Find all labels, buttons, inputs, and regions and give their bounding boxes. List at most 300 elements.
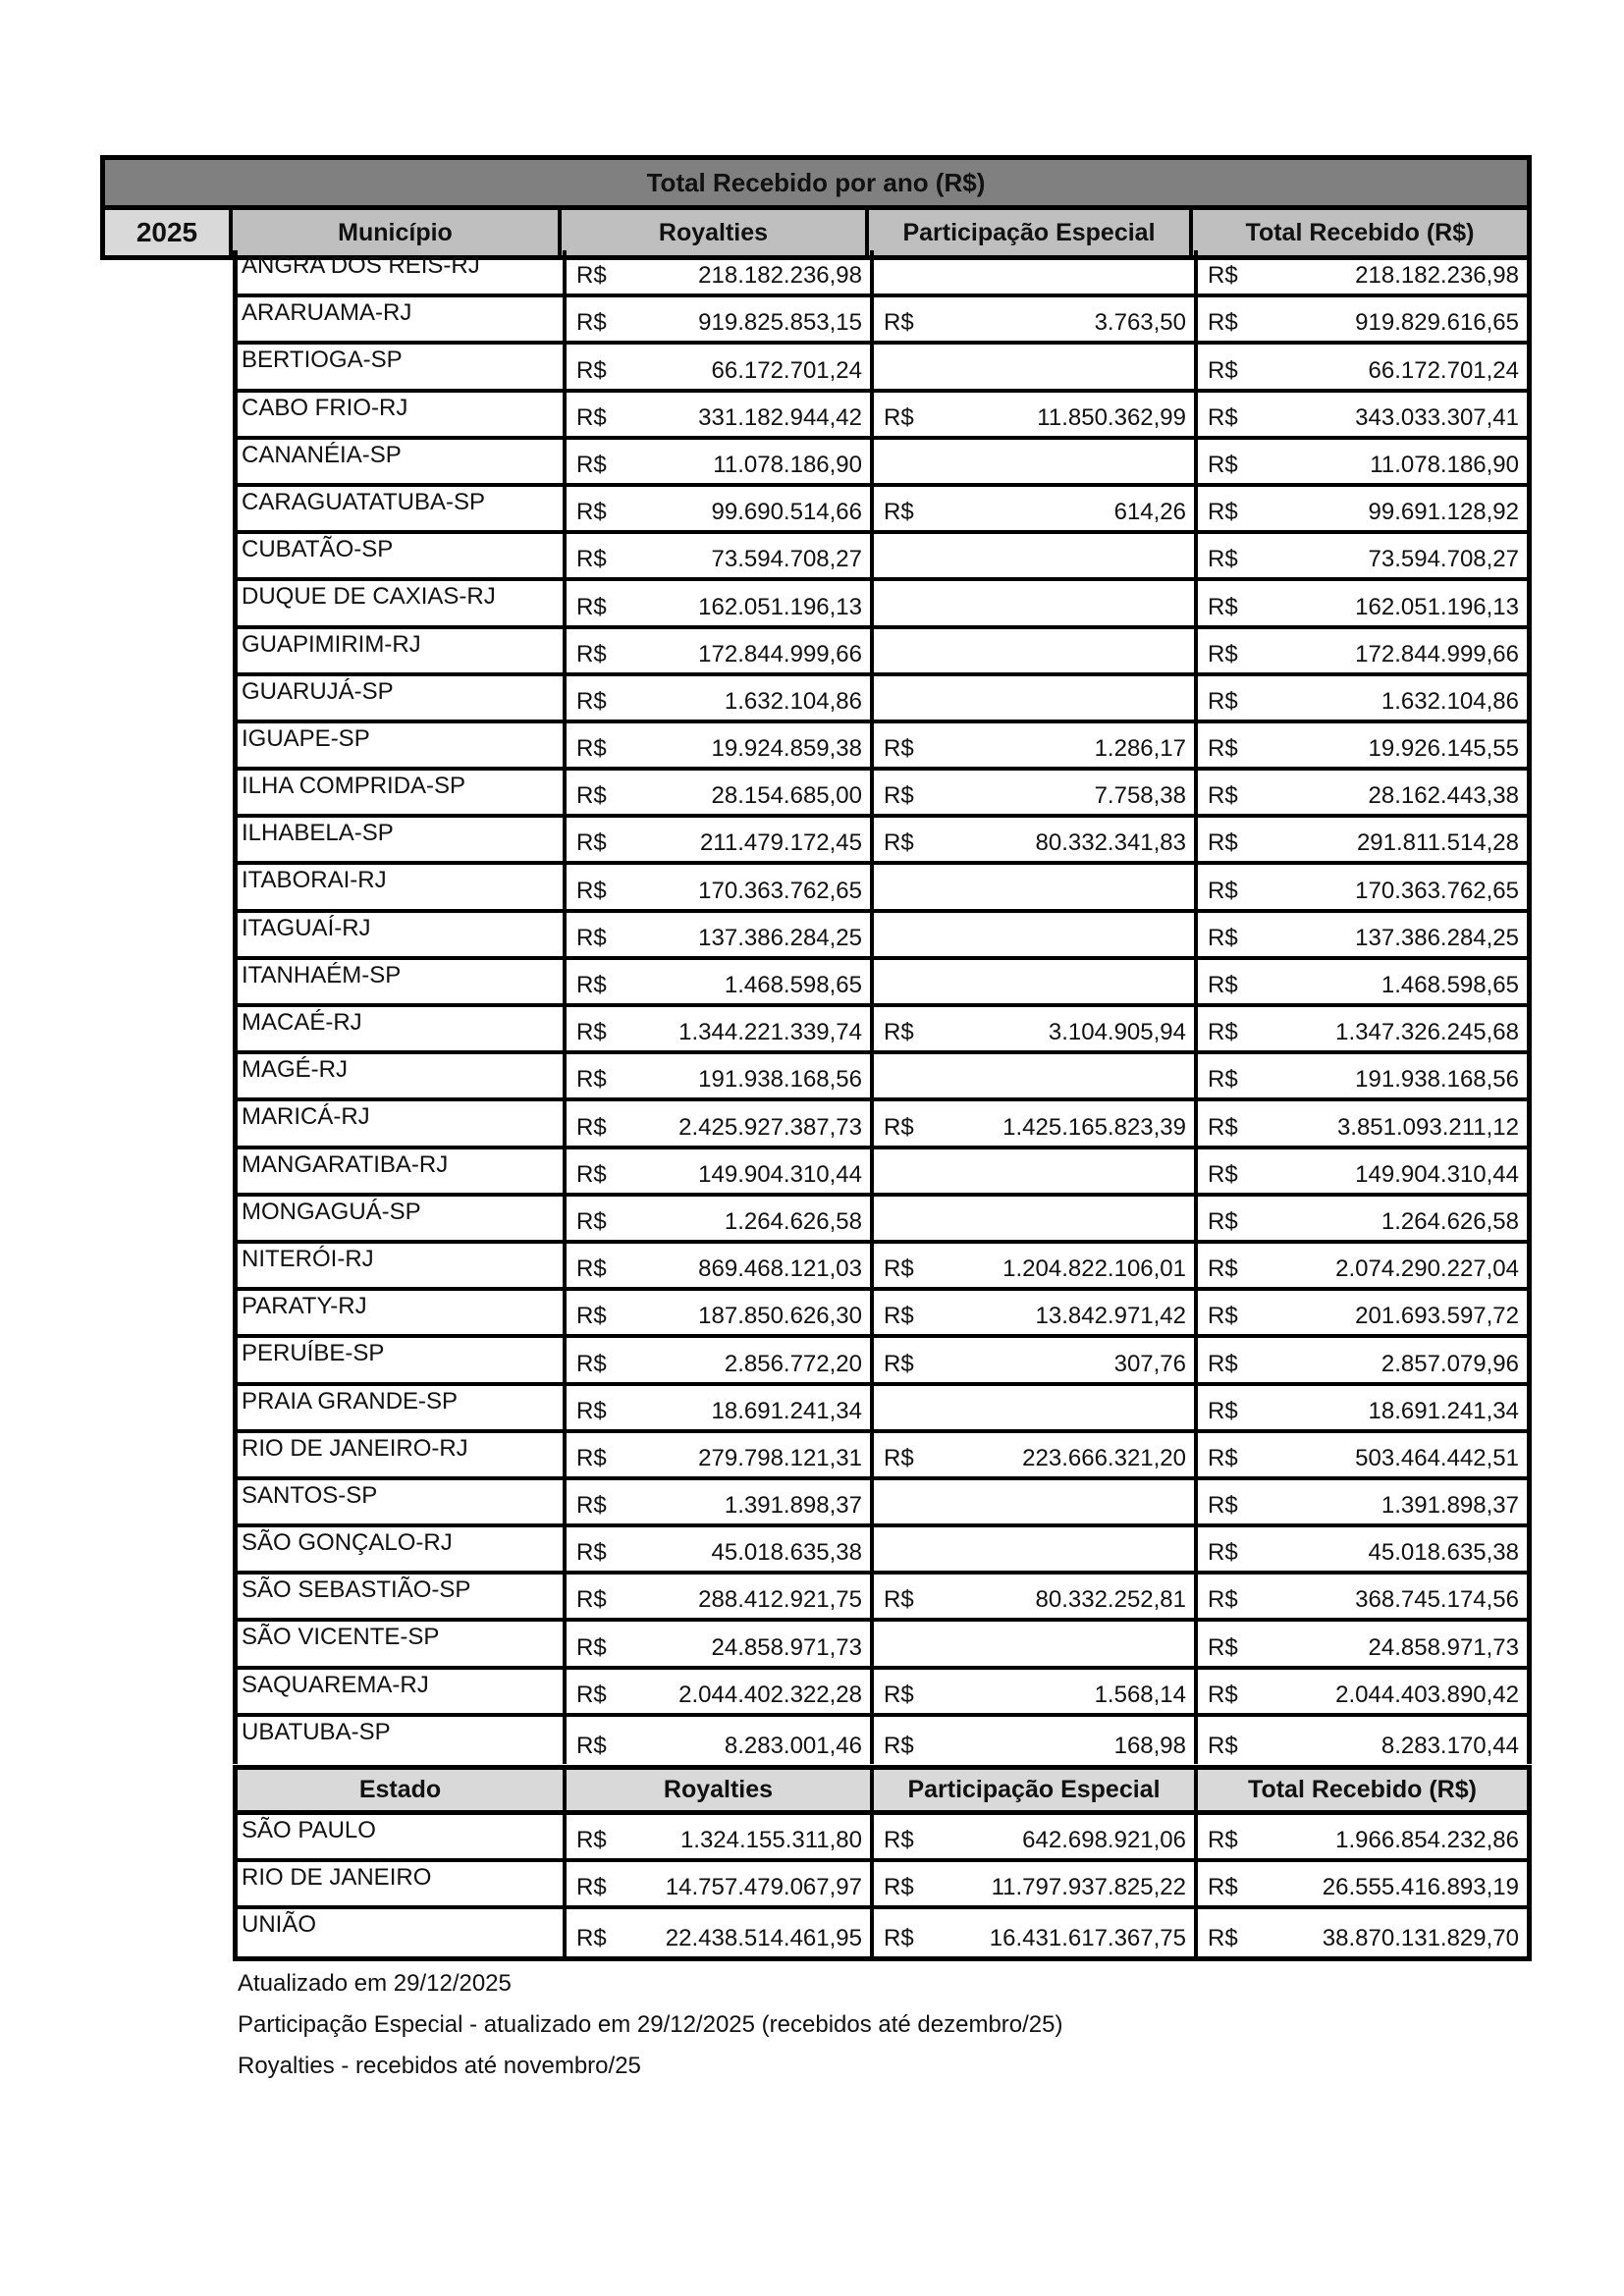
footnote-updated: Atualizado em 29/12/2025	[238, 1970, 512, 1997]
name-cell: GUAPIMIRIM-RJ	[238, 629, 567, 672]
amount: 1.391.898,37	[1380, 1492, 1519, 1520]
name-cell: ITAGUAÍ-RJ	[238, 913, 567, 956]
municipio-row	[238, 629, 1527, 676]
currency-symbol: R$	[884, 1827, 914, 1853]
currency-symbol: R$	[576, 1113, 607, 1141]
currency-symbol: R$	[576, 1255, 607, 1283]
royalties-cell	[567, 1197, 874, 1240]
amount: 288.412.921,75	[698, 1586, 862, 1614]
municipio-row	[238, 1338, 1527, 1385]
amount: 11.078.186,90	[1370, 451, 1519, 478]
total-cell	[1198, 1527, 1527, 1571]
name-cell: UNIÃO	[238, 1909, 567, 1956]
participacao-especial-cell	[874, 913, 1198, 956]
name-cell: CANANÉIA-SP	[238, 440, 567, 483]
currency-symbol: R$	[576, 1874, 607, 1900]
total-cell	[1198, 1862, 1527, 1905]
name-cell: NITERÓI-RJ	[238, 1244, 567, 1287]
amount: 66.172.701,24	[1368, 356, 1519, 384]
currency-symbol: R$	[884, 1925, 914, 1951]
royalties-cell	[567, 1622, 874, 1665]
amount: 331.182.944,42	[698, 403, 862, 431]
amount: 919.825.853,15	[698, 309, 862, 337]
royalties-cell	[567, 1670, 874, 1713]
amount: 149.904.310,44	[698, 1160, 862, 1188]
participacao-especial-cell	[874, 1433, 1198, 1476]
total-cell	[1198, 1007, 1527, 1050]
name-cell: GUARUJÁ-SP	[238, 676, 567, 720]
amount: 73.594.708,27	[1368, 546, 1519, 573]
currency-symbol: R$	[1208, 735, 1238, 763]
royalties-cell	[567, 676, 874, 720]
currency-symbol: R$	[1208, 309, 1238, 337]
total-cell	[1198, 771, 1527, 814]
currency-symbol: R$	[576, 1160, 607, 1188]
amount: 1.347.326.245,68	[1335, 1019, 1519, 1046]
total-cell	[1198, 865, 1527, 908]
amount: 187.850.626,30	[698, 1303, 862, 1330]
amount: 869.468.121,03	[698, 1255, 862, 1283]
participacao-especial-cell	[874, 1909, 1198, 1956]
amount: 1.391.898,37	[724, 1492, 862, 1520]
name-cell: CUBATÃO-SP	[238, 534, 567, 577]
amount: 2.074.290.227,04	[1335, 1255, 1519, 1283]
name-cell: MACAÉ-RJ	[238, 1007, 567, 1050]
currency-symbol: R$	[1208, 451, 1238, 478]
total-cell	[1198, 1197, 1527, 1240]
municipio-row	[238, 1480, 1527, 1527]
currency-symbol: R$	[884, 1303, 914, 1330]
amount: 162.051.196,13	[698, 593, 862, 620]
name-cell: DUQUE DE CAXIAS-RJ	[238, 581, 567, 624]
total-cell	[1198, 1622, 1527, 1665]
total-cell	[1198, 1291, 1527, 1334]
amount: 343.033.307,41	[1355, 403, 1519, 431]
currency-symbol: R$	[1208, 1303, 1238, 1330]
amount: 1.425.165.823,39	[1002, 1113, 1186, 1141]
total-cell	[1198, 297, 1527, 341]
amount: 45.018.635,38	[1368, 1539, 1519, 1567]
currency-symbol: R$	[1208, 1586, 1238, 1614]
amount: 24.858.971,73	[711, 1633, 862, 1661]
amount: 172.844.999,66	[698, 640, 862, 667]
currency-symbol: R$	[576, 1492, 607, 1520]
column-header-total: Total Recebido (R$)	[1248, 1776, 1477, 1803]
name-cell: MONGAGUÁ-SP	[238, 1197, 567, 1240]
currency-symbol: R$	[1208, 1350, 1238, 1377]
currency-symbol: R$	[576, 546, 607, 573]
footnotes	[238, 1963, 1063, 2087]
royalties-cell	[567, 581, 874, 624]
currency-symbol: R$	[1208, 640, 1238, 667]
name-cell: SÃO GONÇALO-RJ	[238, 1527, 567, 1571]
currency-symbol: R$	[576, 829, 607, 857]
amount: 279.798.121,31	[698, 1444, 862, 1471]
currency-symbol: R$	[576, 262, 607, 290]
municipio-row	[238, 1197, 1527, 1244]
royalties-cell	[567, 818, 874, 861]
currency-symbol: R$	[1208, 1733, 1238, 1759]
currency-symbol: R$	[1208, 1113, 1238, 1141]
currency-symbol: R$	[1208, 1255, 1238, 1283]
name-cell: MAGÉ-RJ	[238, 1054, 567, 1097]
currency-symbol: R$	[884, 782, 914, 810]
amount: 16.431.617.367,75	[989, 1925, 1186, 1951]
royalties-cell	[567, 960, 874, 1003]
royalties-cell	[567, 1862, 874, 1905]
amount: 1.286,17	[1094, 735, 1186, 763]
amount: 137.386.284,25	[698, 924, 862, 951]
currency-symbol: R$	[576, 1925, 607, 1951]
amount: 3.851.093.211,12	[1336, 1113, 1519, 1141]
total-cell	[1198, 393, 1527, 436]
column-header-estado: Estado	[238, 1770, 567, 1810]
amount: 368.745.174,56	[1355, 1586, 1519, 1614]
currency-symbol: R$	[1208, 1925, 1238, 1951]
municipio-row	[238, 1527, 1527, 1575]
amount: 503.464.442,51	[1355, 1444, 1519, 1471]
currency-symbol: R$	[884, 309, 914, 337]
currency-symbol: R$	[576, 403, 607, 431]
total-cell	[1198, 581, 1527, 624]
royalties-cell	[567, 1480, 874, 1523]
amount: 3.104.905,94	[1048, 1019, 1186, 1046]
participacao-especial-cell	[874, 1197, 1198, 1240]
estado-row	[238, 1815, 1527, 1862]
municipio-row	[238, 345, 1527, 392]
total-cell	[1198, 1909, 1527, 1956]
name-cell: BERTIOGA-SP	[238, 345, 567, 388]
municipio-row	[238, 534, 1527, 581]
currency-symbol: R$	[884, 1874, 914, 1900]
amount: 28.162.443,38	[1368, 782, 1519, 810]
amount: 22.438.514.461,95	[665, 1925, 862, 1951]
participacao-especial-cell	[874, 1527, 1198, 1571]
participacao-especial-cell	[874, 393, 1198, 436]
amount: 2.425.927.387,73	[678, 1113, 862, 1141]
total-cell	[1198, 1101, 1527, 1145]
municipio-row	[238, 1007, 1527, 1054]
currency-symbol: R$	[576, 924, 607, 951]
royalties-cell	[567, 1338, 874, 1381]
royalties-cell	[567, 345, 874, 388]
currency-symbol: R$	[1208, 1160, 1238, 1188]
amount: 66.172.701,24	[711, 356, 862, 384]
amount: 149.904.310,44	[1355, 1160, 1519, 1188]
amount: 8.283.001,46	[724, 1733, 862, 1759]
amount: 223.666.321,20	[1022, 1444, 1186, 1471]
municipio-row	[238, 865, 1527, 912]
currency-symbol: R$	[1208, 1492, 1238, 1520]
participacao-especial-cell	[874, 1815, 1198, 1858]
name-cell: IGUAPE-SP	[238, 723, 567, 767]
total-cell	[1198, 676, 1527, 720]
royalties-cell	[567, 297, 874, 341]
royalties-cell	[567, 1909, 874, 1956]
municipio-row	[238, 1244, 1527, 1291]
currency-symbol: R$	[1208, 687, 1238, 715]
currency-symbol: R$	[576, 1207, 607, 1235]
name-cell: SÃO SEBASTIÃO-SP	[238, 1575, 567, 1618]
municipio-row	[238, 440, 1527, 487]
total-cell	[1198, 1054, 1527, 1097]
name-cell: ITABORAI-RJ	[238, 865, 567, 908]
currency-symbol: R$	[1208, 1207, 1238, 1235]
participacao-especial-cell	[874, 534, 1198, 577]
currency-symbol: R$	[1208, 262, 1238, 290]
total-cell	[1198, 1480, 1527, 1523]
total-cell	[1198, 913, 1527, 956]
municipio-row	[238, 960, 1527, 1007]
currency-symbol: R$	[1208, 356, 1238, 384]
royalties-cell	[567, 1101, 874, 1145]
currency-symbol: R$	[884, 1681, 914, 1708]
state-rows	[238, 1815, 1527, 1956]
total-cell	[1198, 534, 1527, 577]
amount: 1.632.104,86	[1380, 687, 1519, 715]
participacao-especial-cell	[874, 960, 1198, 1003]
royalties-cell	[567, 629, 874, 672]
currency-symbol: R$	[576, 1539, 607, 1567]
municipio-row	[238, 1433, 1527, 1480]
participacao-especial-cell	[874, 1244, 1198, 1287]
currency-symbol: R$	[1208, 1066, 1238, 1094]
amount: 7.758,38	[1094, 782, 1186, 810]
municipio-row	[238, 1670, 1527, 1717]
currency-symbol: R$	[576, 1397, 607, 1424]
name-cell: CARAGUATATUBA-SP	[238, 487, 567, 530]
table-title: Total Recebido por ano (R$)	[105, 160, 1527, 210]
currency-symbol: R$	[576, 1066, 607, 1094]
name-cell: SANTOS-SP	[238, 1480, 567, 1523]
amount: 162.051.196,13	[1355, 593, 1519, 620]
amount: 14.757.479.067,97	[665, 1874, 862, 1900]
column-header-participacao-especial: Participação Especial	[869, 210, 1193, 255]
municipio-row	[238, 1054, 1527, 1101]
amount: 1.468.598,65	[1380, 972, 1519, 998]
royalties-cell	[567, 1527, 874, 1571]
royalties-cell	[567, 393, 874, 436]
municipio-row	[238, 1149, 1527, 1197]
currency-symbol: R$	[576, 1633, 607, 1661]
municipio-row	[238, 1386, 1527, 1433]
amount: 1.324.155.311,80	[679, 1827, 862, 1853]
participacao-especial-cell	[874, 581, 1198, 624]
currency-symbol: R$	[1208, 877, 1238, 904]
total-cell	[1198, 1433, 1527, 1476]
amount: 291.811.514,28	[1356, 829, 1519, 857]
currency-symbol: R$	[576, 1444, 607, 1471]
estados-table	[233, 1765, 1532, 1961]
municipio-row	[238, 297, 1527, 345]
amount: 919.829.616,65	[1355, 309, 1519, 337]
royalties-cell	[567, 865, 874, 908]
amount: 211.479.172,45	[699, 829, 862, 857]
amount: 8.283.170,44	[1380, 1733, 1519, 1759]
amount: 170.363.762,65	[1355, 877, 1519, 904]
participacao-especial-cell	[874, 440, 1198, 483]
currency-symbol: R$	[884, 1350, 914, 1377]
name-cell: SAQUAREMA-RJ	[238, 1670, 567, 1713]
amount: 191.938.168,56	[698, 1066, 862, 1094]
column-header-total: Total Recebido (R$)	[1193, 210, 1527, 255]
total-cell	[1198, 960, 1527, 1003]
municipio-row	[238, 1291, 1527, 1338]
currency-symbol: R$	[1208, 1681, 1238, 1708]
municipio-row	[238, 487, 1527, 534]
currency-symbol: R$	[1208, 1633, 1238, 1661]
municipio-row	[238, 393, 1527, 440]
total-cell	[1198, 1149, 1527, 1193]
amount: 170.363.762,65	[698, 877, 862, 904]
currency-symbol: R$	[576, 1586, 607, 1614]
amount: 1.468.598,65	[724, 972, 862, 998]
participacao-especial-cell	[874, 1717, 1198, 1764]
currency-symbol: R$	[1208, 1827, 1238, 1853]
royalties-cell	[567, 440, 874, 483]
participacao-especial-cell	[874, 1862, 1198, 1905]
name-cell: PRAIA GRANDE-SP	[238, 1386, 567, 1429]
currency-symbol: R$	[884, 403, 914, 431]
amount: 191.938.168,56	[1355, 1066, 1519, 1094]
amount: 1.568,14	[1094, 1681, 1186, 1708]
currency-symbol: R$	[884, 735, 914, 763]
footnote-royalties: Royalties - recebidos até novembro/25	[238, 2053, 641, 2079]
amount: 26.555.416.893,19	[1322, 1874, 1519, 1900]
amount: 1.204.822.106,01	[1002, 1255, 1186, 1283]
participacao-especial-cell	[874, 1054, 1198, 1097]
name-cell: RIO DE JANEIRO-RJ	[238, 1433, 567, 1476]
amount: 3.763,50	[1094, 309, 1186, 337]
municipio-row	[238, 913, 1527, 960]
total-cell	[1198, 250, 1527, 294]
currency-symbol: R$	[576, 735, 607, 763]
estado-row	[238, 1909, 1527, 1956]
currency-symbol: R$	[884, 1444, 914, 1471]
royalties-cell	[567, 1575, 874, 1618]
royalties-cell	[567, 1433, 874, 1476]
total-cell	[1198, 723, 1527, 767]
column-header-row	[105, 210, 1527, 255]
currency-symbol: R$	[1208, 499, 1238, 526]
estado-row	[238, 1862, 1527, 1909]
amount: 80.332.252,81	[1035, 1586, 1186, 1614]
currency-symbol: R$	[1208, 1397, 1238, 1424]
amount: 201.693.597,72	[1355, 1303, 1519, 1330]
amount: 642.698.921,06	[1022, 1827, 1186, 1853]
municipio-row	[238, 581, 1527, 628]
total-cell	[1198, 1670, 1527, 1713]
royalties-cell	[567, 250, 874, 294]
name-cell: ANGRA DOS REIS-RJ	[238, 250, 567, 294]
currency-symbol: R$	[1208, 972, 1238, 998]
royalties-cell	[567, 1815, 874, 1858]
royalties-cell	[567, 913, 874, 956]
column-header-municipio: Município	[233, 210, 562, 255]
amount: 1.632.104,86	[724, 687, 862, 715]
currency-symbol: R$	[576, 356, 607, 384]
municipio-row	[238, 1622, 1527, 1669]
name-cell: CABO FRIO-RJ	[238, 393, 567, 436]
currency-symbol: R$	[884, 1019, 914, 1046]
total-cell	[1198, 1244, 1527, 1287]
royalties-cell	[567, 1717, 874, 1764]
municipio-row	[238, 818, 1527, 865]
total-cell	[1198, 345, 1527, 388]
participacao-especial-cell	[874, 818, 1198, 861]
currency-symbol: R$	[1208, 1444, 1238, 1471]
currency-symbol: R$	[576, 593, 607, 620]
participacao-especial-cell	[874, 250, 1198, 294]
royalties-cell	[567, 723, 874, 767]
participacao-especial-cell	[874, 1670, 1198, 1713]
currency-symbol: R$	[576, 640, 607, 667]
currency-symbol: R$	[576, 1733, 607, 1759]
participacao-especial-cell	[874, 1291, 1198, 1334]
currency-symbol: R$	[576, 451, 607, 478]
amount: 11.797.937.825,22	[991, 1874, 1186, 1900]
participacao-especial-cell	[874, 1386, 1198, 1429]
amount: 2.856.772,20	[724, 1350, 862, 1377]
participacao-especial-cell	[874, 1338, 1198, 1381]
state-header-row	[238, 1770, 1527, 1815]
amount: 1.966.854.232,86	[1335, 1827, 1519, 1853]
total-cell	[1198, 440, 1527, 483]
participacao-especial-cell	[874, 1622, 1198, 1665]
name-cell: MANGARATIBA-RJ	[238, 1149, 567, 1193]
column-header-royalties: Royalties	[562, 210, 869, 255]
currency-symbol: R$	[884, 1586, 914, 1614]
amount: 28.154.685,00	[711, 782, 862, 810]
currency-symbol: R$	[884, 1733, 914, 1759]
participacao-especial-cell	[874, 345, 1198, 388]
royalties-cell	[567, 534, 874, 577]
amount: 99.690.514,66	[711, 499, 862, 526]
participacao-especial-cell	[874, 1575, 1198, 1618]
currency-symbol: R$	[576, 1827, 607, 1853]
amount: 11.078.186,90	[713, 451, 862, 478]
amount: 218.182.236,98	[1355, 262, 1519, 290]
currency-symbol: R$	[1208, 924, 1238, 951]
participacao-especial-cell	[874, 771, 1198, 814]
currency-symbol: R$	[576, 1303, 607, 1330]
amount: 13.842.971,42	[1035, 1303, 1186, 1330]
name-cell: ARARUAMA-RJ	[238, 297, 567, 341]
municipio-row	[238, 723, 1527, 771]
currency-symbol: R$	[1208, 1019, 1238, 1046]
currency-symbol: R$	[576, 972, 607, 998]
currency-symbol: R$	[1208, 782, 1238, 810]
currency-symbol: R$	[884, 499, 914, 526]
currency-symbol: R$	[576, 309, 607, 337]
total-cell	[1198, 487, 1527, 530]
footnote-participacao-especial: Participação Especial - atualizado em 29/12/2025 (recebidos até dezembro/25)	[238, 2011, 1063, 2038]
total-cell	[1198, 818, 1527, 861]
amount: 19.924.859,38	[711, 735, 862, 763]
royalties-cell	[567, 1244, 874, 1287]
amount: 218.182.236,98	[698, 262, 862, 290]
currency-symbol: R$	[884, 1255, 914, 1283]
amount: 38.870.131.829,70	[1322, 1925, 1519, 1951]
table-header-block	[100, 155, 1532, 260]
participacao-especial-cell	[874, 676, 1198, 720]
currency-symbol: R$	[1208, 829, 1238, 857]
column-header-participacao-especial: Participação Especial	[874, 1770, 1198, 1810]
municipio-row	[238, 1717, 1527, 1764]
amount: 137.386.284,25	[1355, 924, 1519, 951]
amount: 2.044.403.890,42	[1335, 1681, 1519, 1708]
currency-symbol: R$	[576, 1019, 607, 1046]
